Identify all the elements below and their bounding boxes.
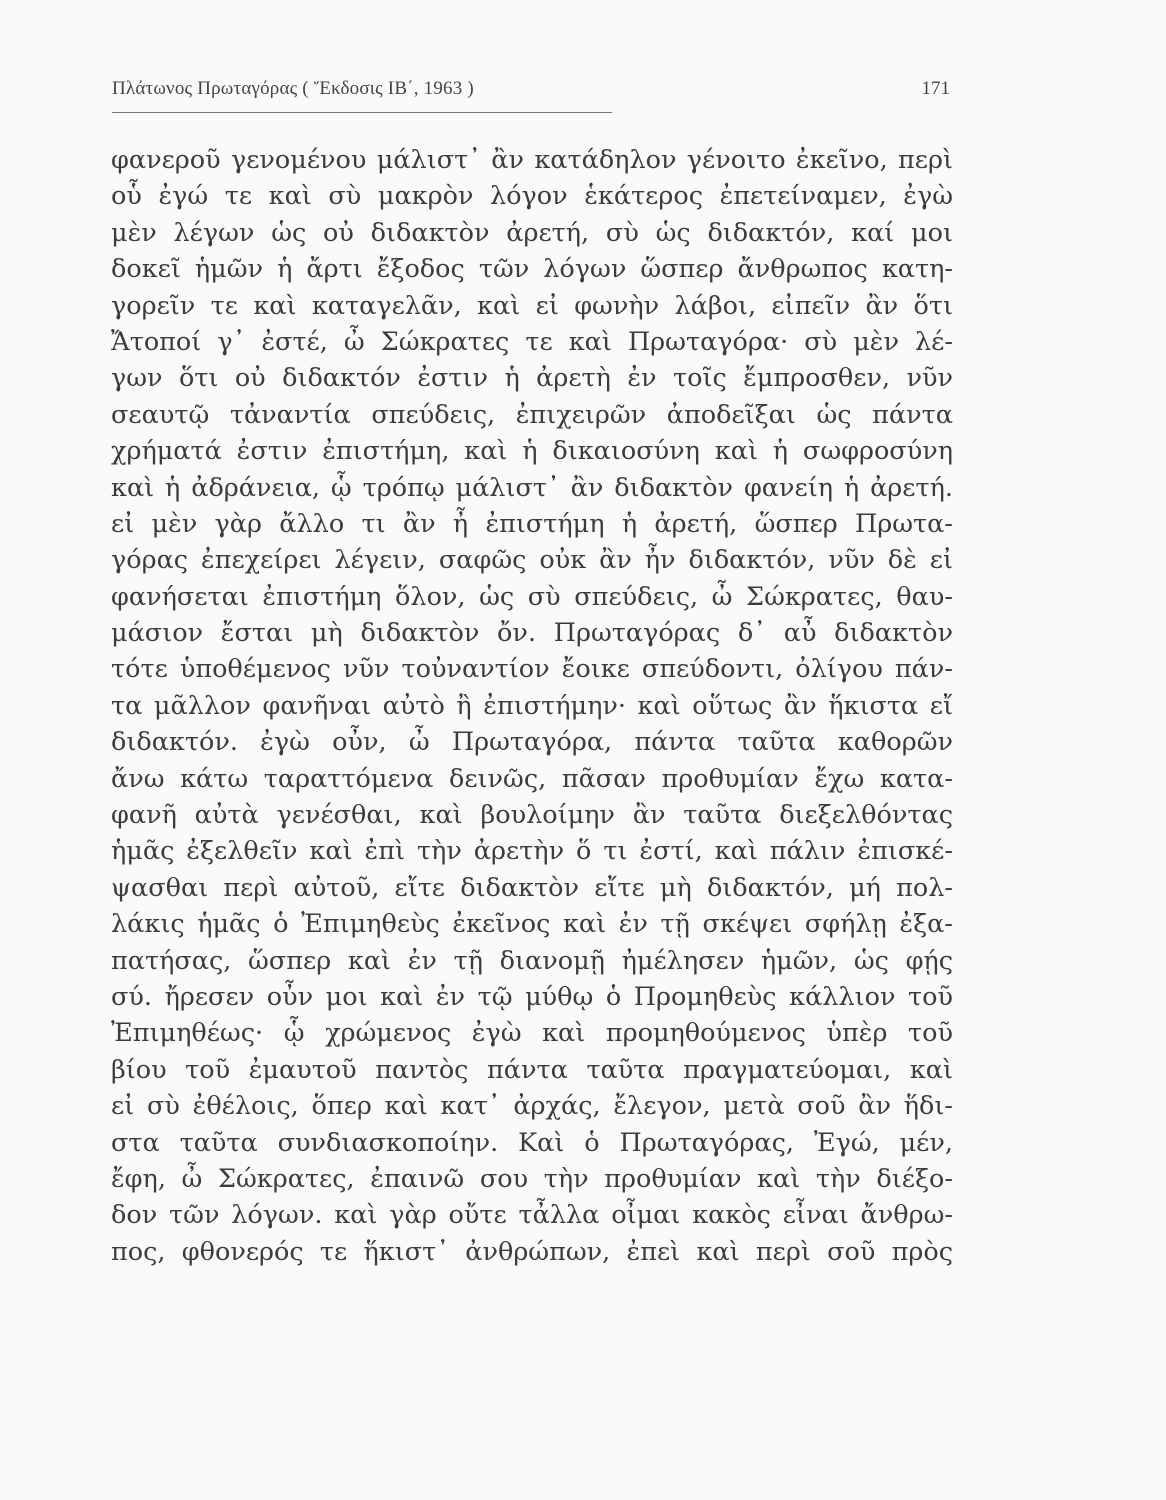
text-line: τα μᾶλλον φανῆναι αὐτὸ ἢ ἐπιστήμην· καὶ οὕτως ἂν ἥκιστα εἴ: [111, 690, 953, 721]
text-line: καὶ ἡ ἀδράνεια, ᾧ τρόπῳ μάλιστ᾽ ἂν διδακτὸν φανείη ἡ ἀρετή.: [111, 472, 953, 503]
running-head: [112, 74, 950, 106]
text-line: εἰ μὲν γὰρ ἄλλο τι ἂν ἦ ἐπιστήμη ἡ ἀρετή, ὥσπερ Πρωτα-: [111, 508, 953, 539]
text-line: σύ. ἤρεσεν οὖν μοι καὶ ἐν τῷ μύθῳ ὁ Προμηθεὺς κάλλιον τοῦ: [111, 981, 953, 1012]
header-rule: [112, 112, 612, 113]
text-line: στα ταῦτα συνδιασκοποίην. Καὶ ὁ Πρωταγόρας, Ἐγώ, μέν,: [111, 1127, 953, 1158]
running-title: Πλάτωνος Πρωταγόρας ( Ἔκδοσις ΙΒ΄, 1963 ): [112, 78, 474, 99]
text-line: δοκεῖ ἡμῶν ἡ ἄρτι ἔξοδος τῶν λόγων ὥσπερ ἄνθρωπος κατη-: [111, 254, 953, 285]
text-body: [111, 142, 953, 1270]
text-line: εἰ σὺ ἐθέλοις, ὅπερ καὶ κατ᾽ ἀρχάς, ἔλεγον, μετὰ σοῦ ἂν ἥδι-: [111, 1091, 953, 1122]
text-line: οὗ ἐγώ τε καὶ σὺ μακρὸν λόγον ἑκάτερος ἐπετείναμεν, ἐγὼ: [111, 181, 953, 212]
text-line: Ἐπιμηθέως· ᾧ χρώμενος ἐγὼ καὶ προμηθούμενος ὑπὲρ τοῦ: [111, 1018, 953, 1049]
text-line: ἔφη, ὦ Σώκρατες, ἐπαινῶ σου τὴν προθυμίαν καὶ τὴν διέξο-: [111, 1163, 953, 1194]
text-line: σεαυτῷ τἀναντία σπεύδεις, ἐπιχειρῶν ἀποδεῖξαι ὡς πάντα: [111, 399, 953, 430]
text-line: φανήσεται ἐπιστήμη ὅλον, ὡς σὺ σπεύδεις, ὦ Σώκρατες, θαυ-: [111, 581, 953, 612]
text-line: φανεροῦ γενομένου μάλιστ᾽ ἂν κατάδηλον γένοιτο ἐκεῖνο, περὶ: [111, 145, 953, 175]
text-line: γων ὅτι οὐ διδακτόν ἐστιν ἡ ἀρετὴ ἐν τοῖς ἔμπροσθεν, νῦν: [111, 363, 953, 394]
text-line: ψασθαι περὶ αὐτοῦ, εἴτε διδακτὸν εἴτε μὴ διδακτόν, μή πολ-: [111, 872, 953, 903]
text-line: διδακτόν. ἐγὼ οὖν, ὦ Πρωταγόρα, πάντα ταῦτα καθορῶν: [111, 727, 953, 758]
text-line: ἄνω κάτω ταραττόμενα δεινῶς, πᾶσαν προθυμίαν ἔχω κατα-: [111, 763, 953, 794]
text-line: γόρας ἐπεχείρει λέγειν, σαφῶς οὐκ ἂν ἦν διδακτόν, νῦν δὲ εἰ: [111, 545, 953, 576]
text-line: πος, φθονερός τε ἥκιστ᾽ ἀνθρώπων, ἐπεὶ καὶ περὶ σοῦ πρὸς: [111, 1236, 953, 1267]
text-line: γορεῖν τε καὶ καταγελᾶν, καὶ εἰ φωνὴν λάβοι, εἰπεῖν ἂν ὅτι: [111, 290, 953, 321]
text-line: ἡμᾶς ἐξελθεῖν καὶ ἐπὶ τὴν ἀρετὴν ὅ τι ἐστί, καὶ πάλιν ἐπισκέ-: [111, 836, 953, 867]
text-line: φανῆ αὐτὰ γενέσθαι, καὶ βουλοίμην ἂν ταῦτα διεξελθόντας: [111, 800, 953, 831]
text-line: πατήσας, ὥσπερ καὶ ἐν τῇ διανομῇ ἠμέλησεν ἡμῶν, ὡς φῄς: [111, 945, 953, 976]
text-line: μὲν λέγων ὡς οὐ διδακτὸν ἀρετή, σὺ ὡς διδακτόν, καί μοι: [111, 217, 953, 248]
text-line: λάκις ἡμᾶς ὁ Ἐπιμηθεὺς ἐκεῖνος καὶ ἐν τῇ σκέψει σφήλῃ ἐξα-: [111, 909, 953, 940]
page-number: 171: [921, 78, 950, 99]
text-line: βίου τοῦ ἐμαυτοῦ παντὸς πάντα ταῦτα πραγματεύομαι, καὶ: [111, 1054, 953, 1085]
text-line: τότε ὑποθέμενος νῦν τοὐναντίον ἔοικε σπεύδοντι, ὀλίγου πάν-: [111, 654, 953, 685]
text-line: μάσιον ἔσται μὴ διδακτὸν ὄν. Πρωταγόρας δ᾽ αὖ διδακτὸν: [111, 618, 953, 649]
text-line: δον τῶν λόγων. καὶ γὰρ οὔτε τἆλλα οἶμαι κακὸς εἶναι ἄνθρω-: [111, 1200, 953, 1231]
text-line: χρήματά ἐστιν ἐπιστήμη, καὶ ἡ δικαιοσύνη καὶ ἡ σωφροσύνη: [111, 436, 953, 467]
text-line: Ἄτοποί γ᾽ ἐστέ, ὦ Σώκρατες τε καὶ Πρωταγόρα· σὺ μὲν λέ-: [111, 326, 953, 357]
